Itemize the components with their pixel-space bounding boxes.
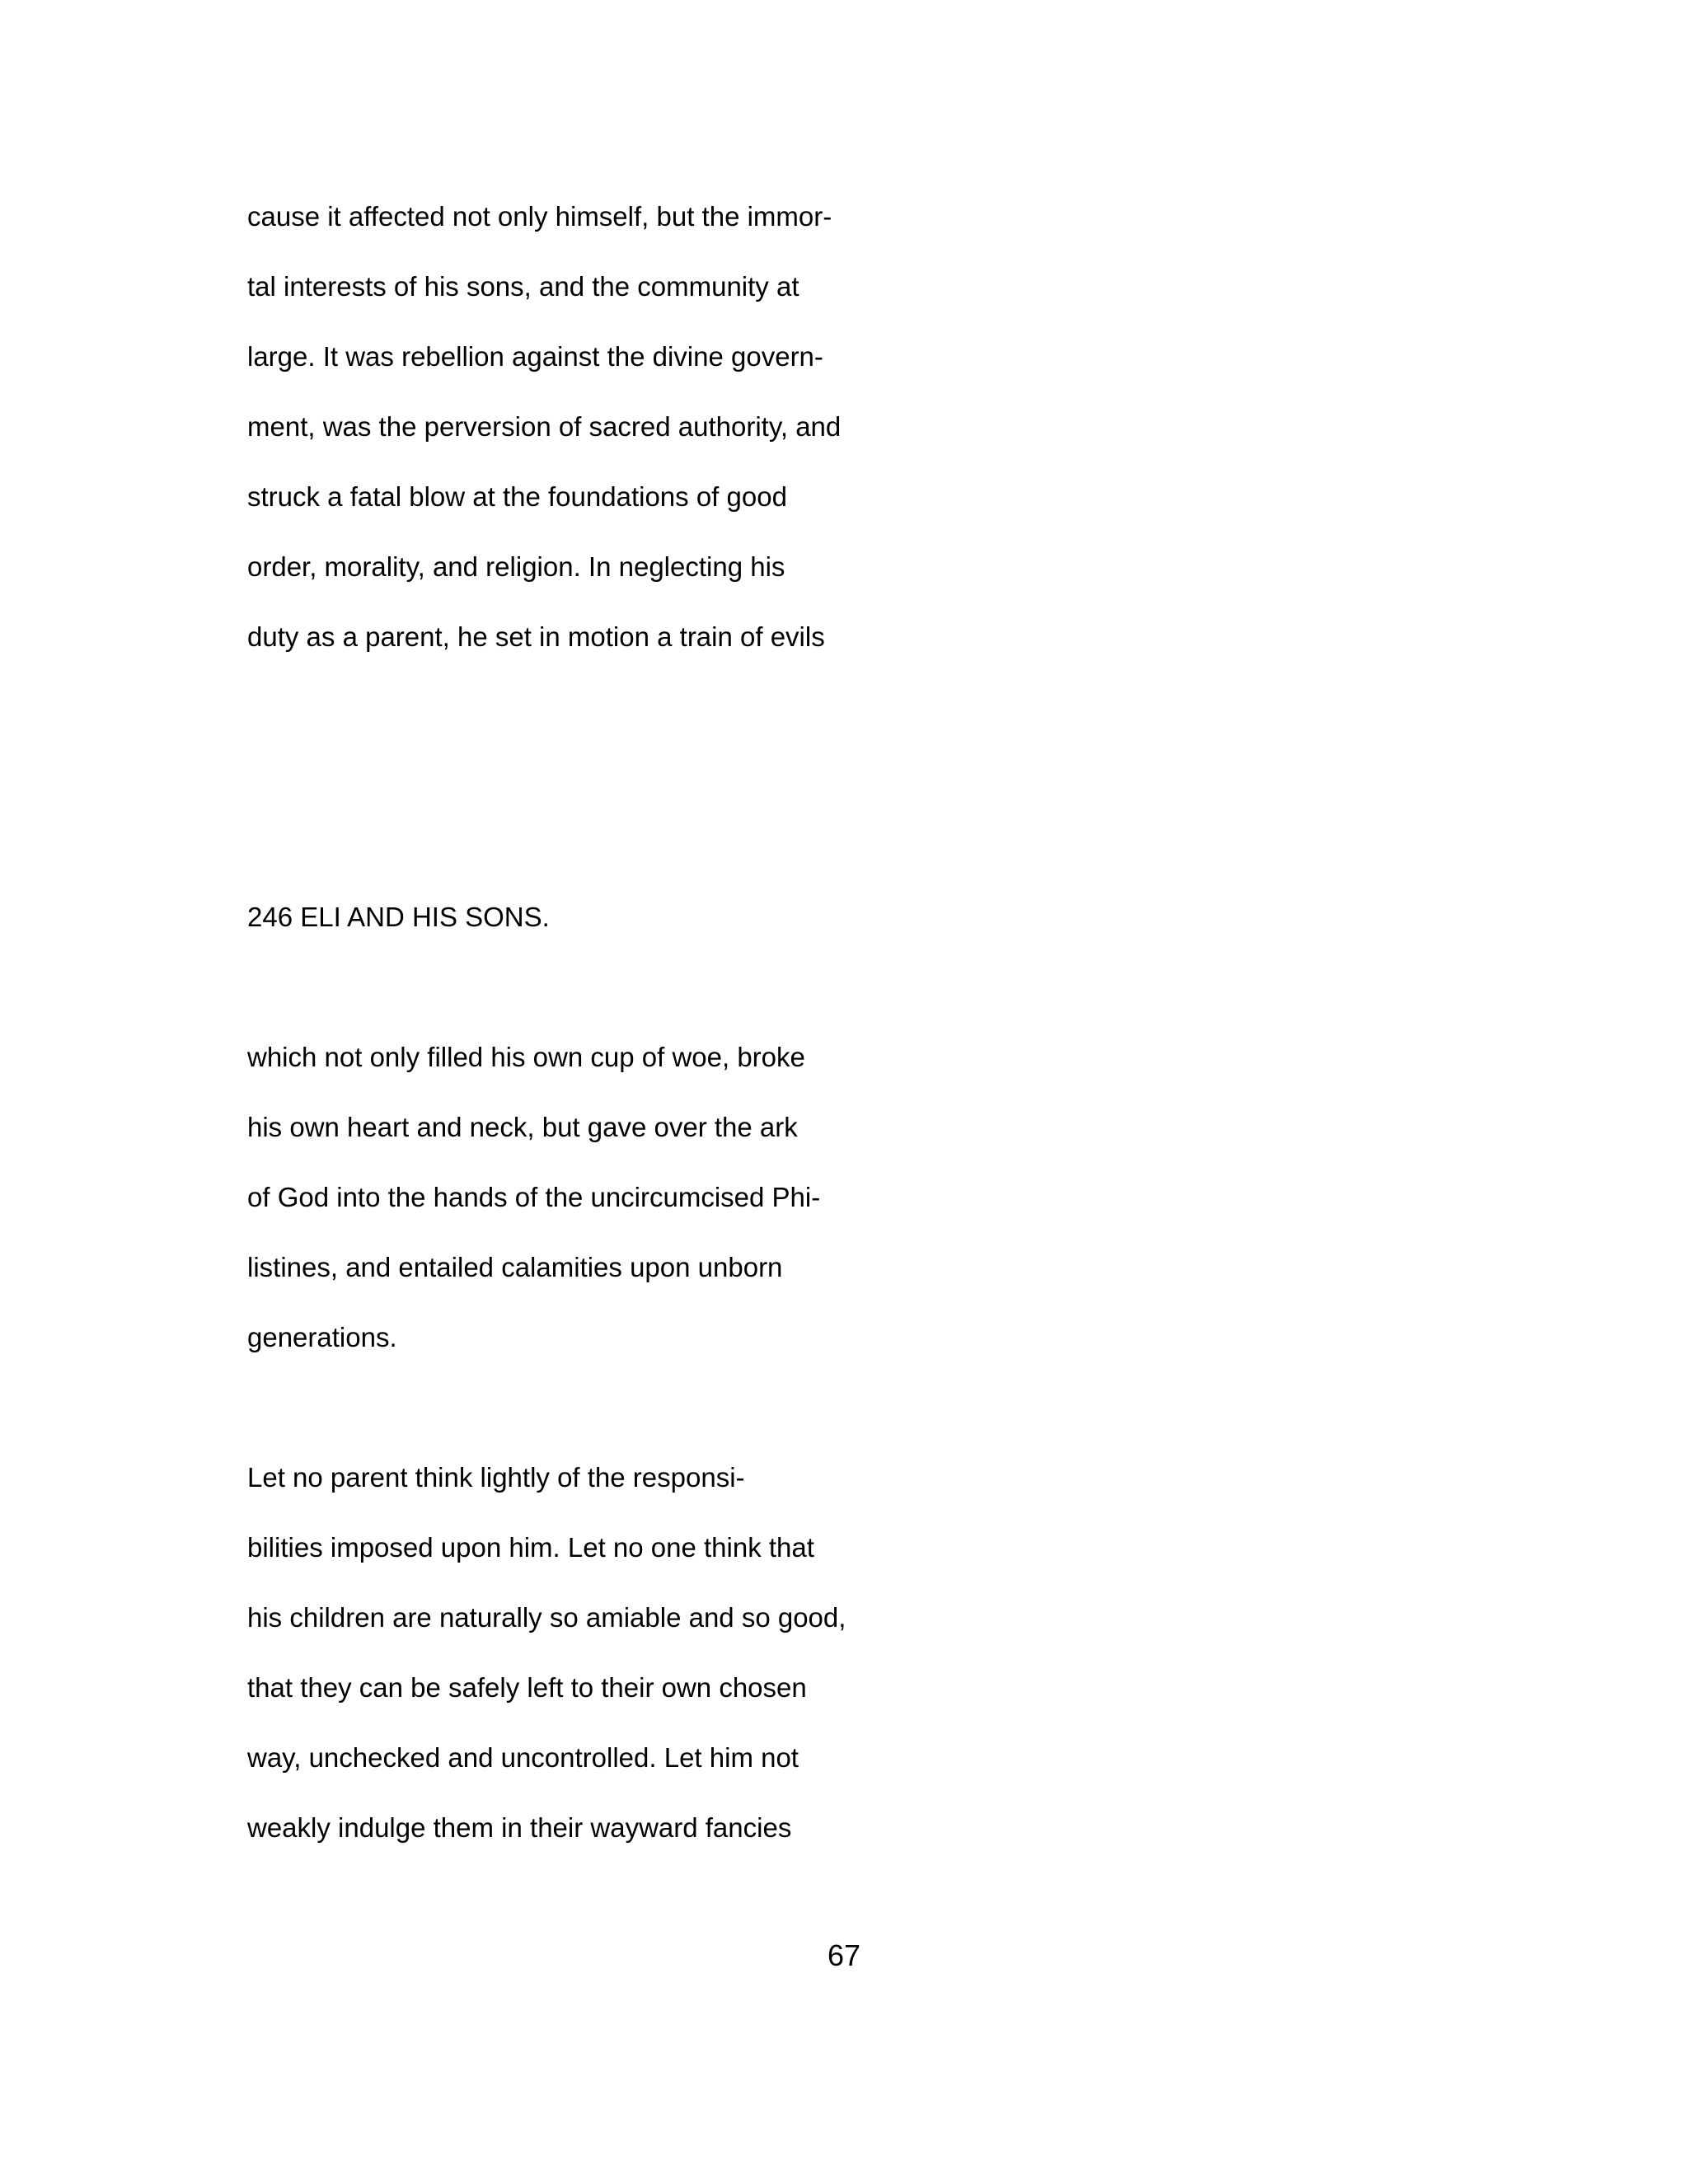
running-header: 246 ELI AND HIS SONS. [247, 902, 550, 932]
text-line: struck a fatal blow at the foundations of good [247, 481, 787, 512]
text-line: ment, was the perversion of sacred authority, and [247, 411, 842, 442]
text-line: way, unchecked and uncontrolled. Let him not [247, 1742, 799, 1773]
page-number: 67 [827, 1938, 861, 1972]
text-line: his own heart and neck, but gave over the ark [247, 1112, 798, 1142]
text-line: that they can be safely left to their own chosen [247, 1672, 807, 1703]
text-line: tal interests of his sons, and the community at [247, 271, 799, 302]
text-line: cause it affected not only himself, but the immor- [247, 201, 832, 232]
text-line: large. It was rebellion against the divine govern- [247, 341, 823, 372]
text-line: listines, and entailed calamities upon unborn [247, 1252, 783, 1282]
text-line: of God into the hands of the uncircumcised Phi- [247, 1182, 821, 1212]
text-line: his children are naturally so amiable and so good, [247, 1602, 846, 1633]
text-line: order, morality, and religion. In neglecting his [247, 551, 785, 582]
text-line: which not only filled his own cup of woe, broke [247, 1042, 805, 1072]
text-line: duty as a parent, he set in motion a train of evils [247, 621, 825, 652]
text-line: bilities imposed upon him. Let no one think that [247, 1532, 814, 1563]
text-line: generations. [247, 1322, 397, 1352]
text-line: weakly indulge them in their wayward fancies [247, 1812, 792, 1843]
text-line: Let no parent think lightly of the responsi- [247, 1462, 745, 1493]
